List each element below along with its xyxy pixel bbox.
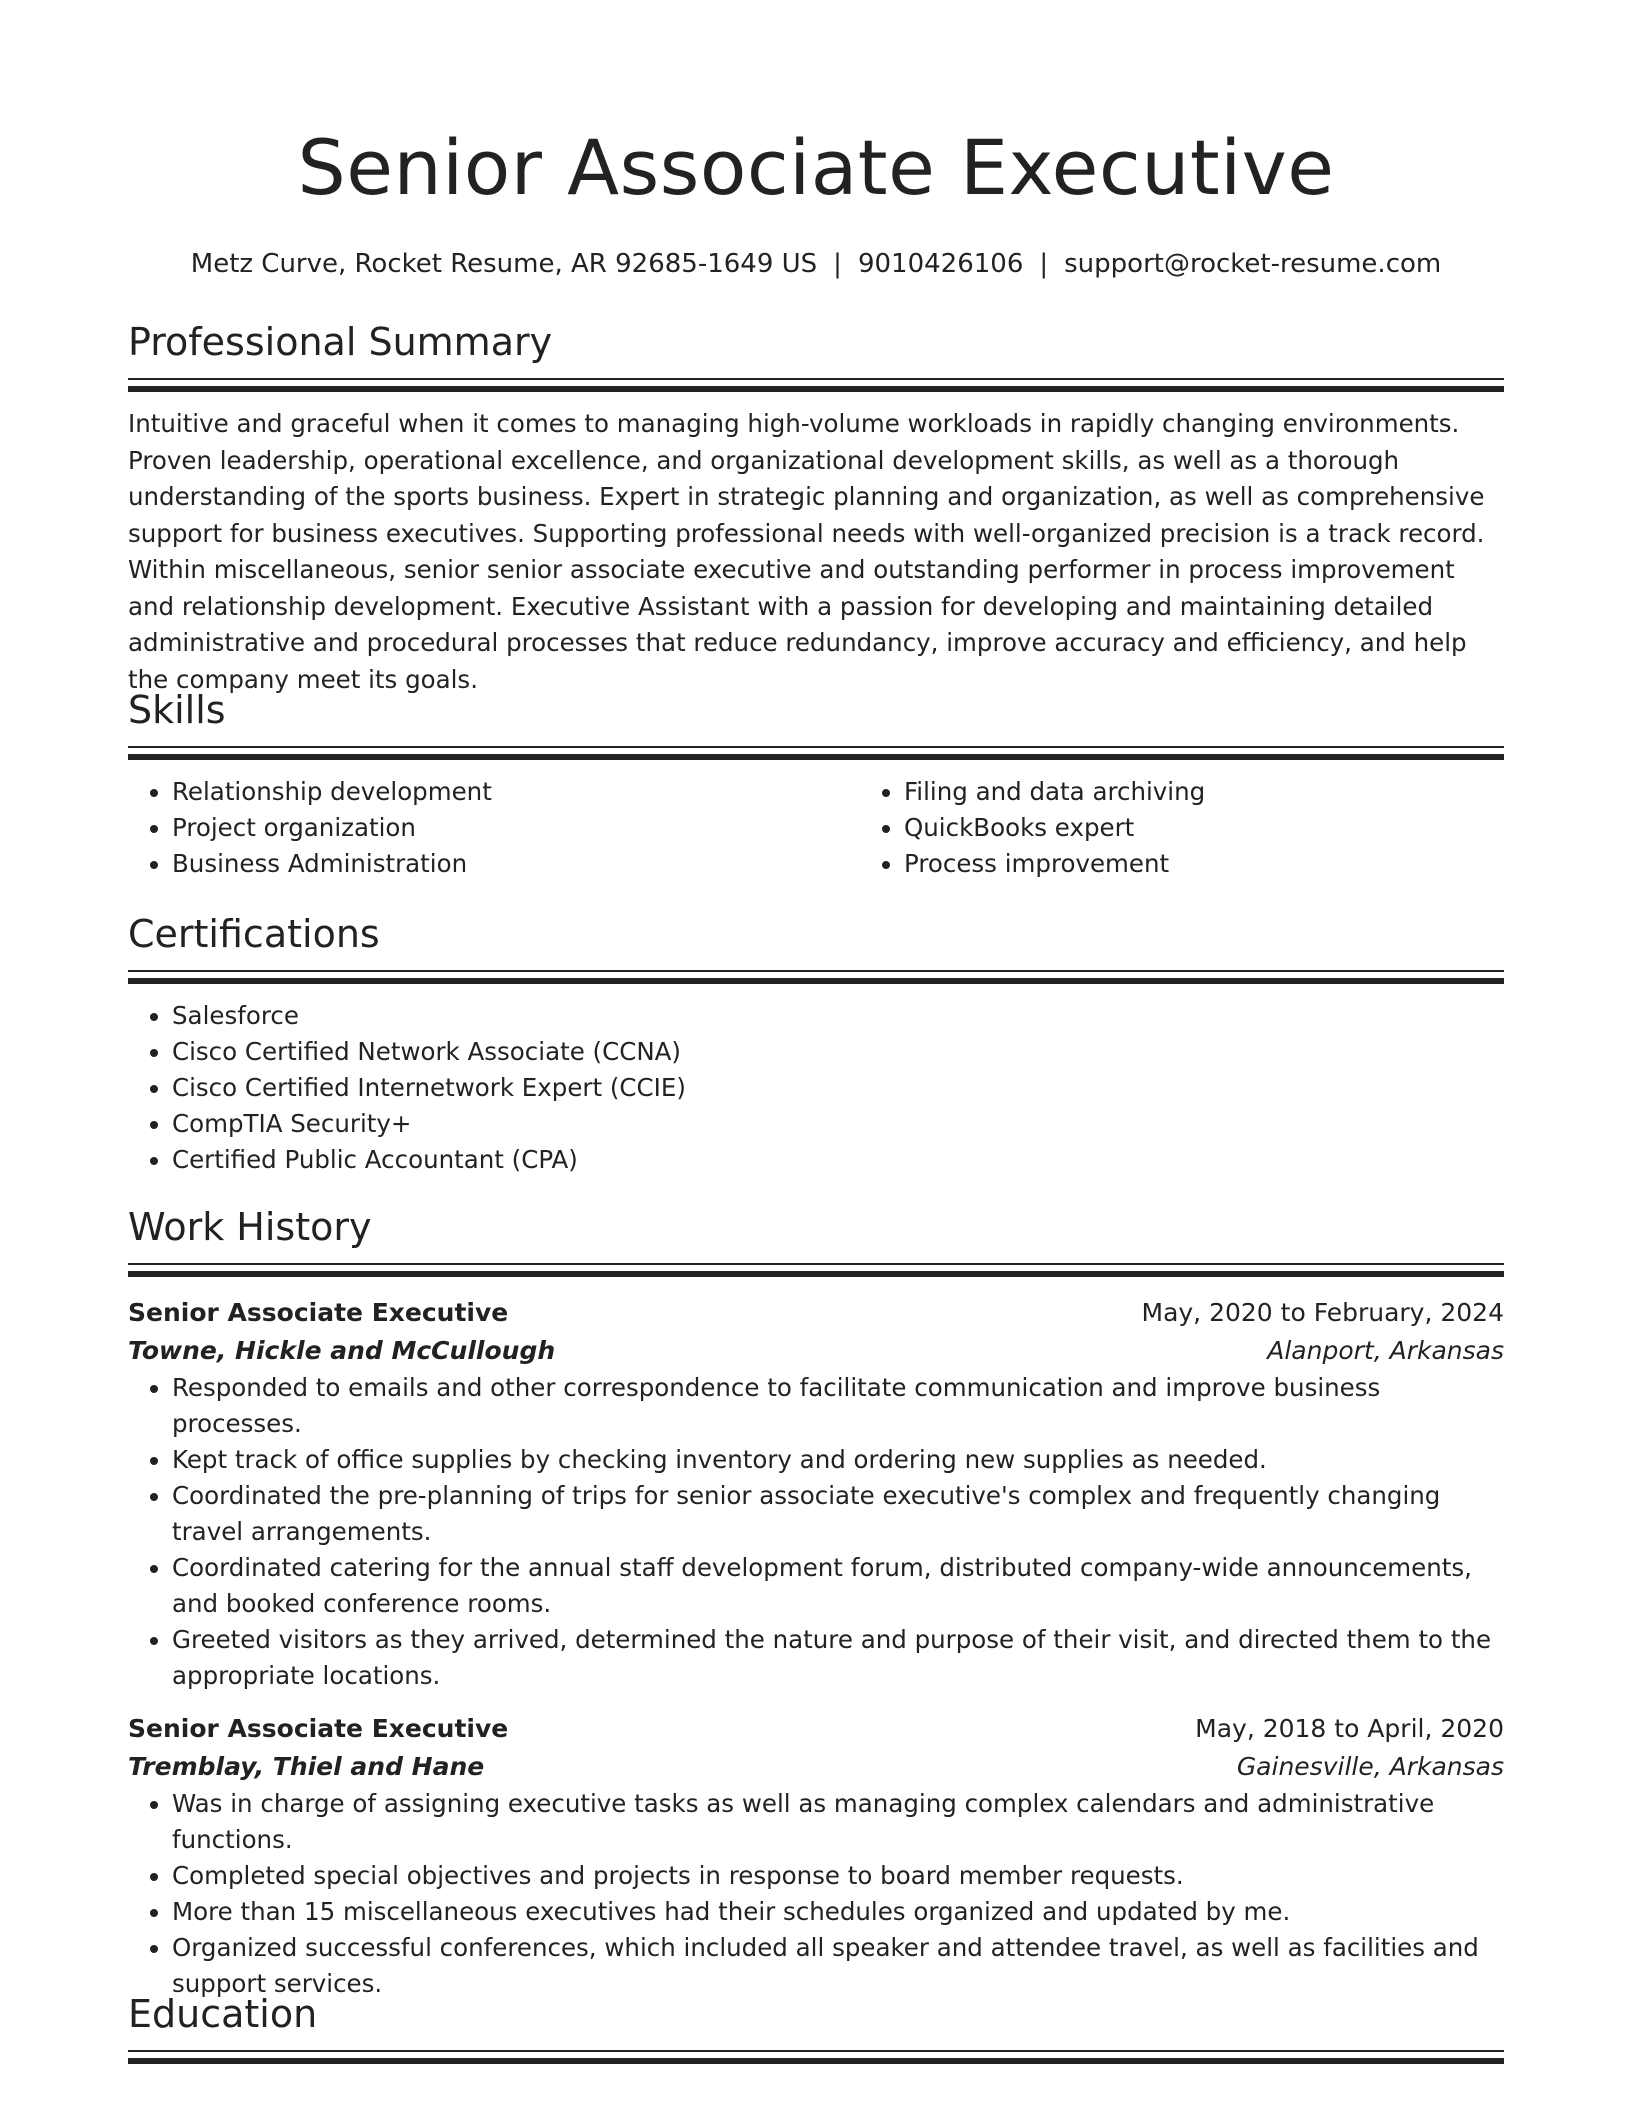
skill-item: • QuickBooks expert xyxy=(904,810,1592,846)
job-company-row xyxy=(128,1332,1504,1370)
resume-header xyxy=(0,0,1632,282)
section-divider xyxy=(128,378,1504,392)
job-company-row xyxy=(128,1748,1504,1786)
job-location: Gainesville, Arkansas xyxy=(1236,1752,1504,1781)
job-bullet: • More than 15 miscellaneous executives had their schedules organized and updated by me. xyxy=(172,1894,1504,1930)
job-header-row xyxy=(128,1294,1504,1332)
certification-item: • Cisco Certified Network Associate (CCNA) xyxy=(172,1034,1504,1070)
job-header-row xyxy=(128,1710,1504,1748)
skill-item: • Process improvement xyxy=(904,846,1592,882)
certification-item: • Cisco Certified Internetwork Expert (CCIE) xyxy=(172,1070,1504,1106)
job-bullet-list xyxy=(128,1370,1504,1694)
address: Metz Curve, Rocket Resume, AR 92685-1649 US xyxy=(190,249,818,279)
summary-text: Intuitive and graceful when it comes to managing high-volume workloads in rapidly changing environments. Proven leadership, operational excellence, and organizational development skills, as well as a thorough understanding of the sports business. Expert in strategic planning and organization, as well as comprehensive support for business executives. Supporting professional needs with well-organized precision is a track record. Within miscellaneous, senior senior associate executive and outstanding performer in process improvement and relationship development. Executive Assistant with a passion for developing and maintaining detailed administrative and procedural processes that reduce redundancy, improve accuracy and efficiency, and help the company meet its goals. xyxy=(128,409,1485,694)
section-title-education: Education xyxy=(128,1992,318,2036)
job-bullet: • Kept track of office supplies by checking inventory and ordering new supplies as needed. xyxy=(172,1442,1504,1478)
skill-item: • Relationship development xyxy=(172,774,860,810)
section-title-certifications: Certifications xyxy=(128,912,380,956)
job-bullet-list xyxy=(128,1786,1504,2002)
job-dates: May, 2018 to April, 2020 xyxy=(1195,1714,1504,1743)
section-divider xyxy=(128,746,1504,760)
certifications-section xyxy=(128,910,1504,1178)
certification-item: • CompTIA Security+ xyxy=(172,1106,1504,1142)
job-entry xyxy=(128,1294,1504,1694)
job-bullet: • Coordinated the pre-planning of trips for senior associate executive's complex and frequently changing travel arrangements. xyxy=(172,1478,1504,1550)
job-entry xyxy=(128,1710,1504,2002)
skill-item: • Project organization xyxy=(172,810,860,846)
candidate-name: Senior Associate Executive xyxy=(297,123,1335,212)
job-bullet: • Responded to emails and other correspondence to facilitate communication and improve business processes. xyxy=(172,1370,1504,1442)
email: support@rocket-resume.com xyxy=(1064,249,1442,279)
work-history-section xyxy=(128,1203,1504,1277)
skill-item: • Business Administration xyxy=(172,846,860,882)
skills-left-list xyxy=(128,774,860,882)
job-bullet: • Completed special objectives and projects in response to board member requests. xyxy=(172,1858,1504,1894)
section-divider xyxy=(128,1263,1504,1277)
certification-item: • Certified Public Accountant (CPA) xyxy=(172,1142,1504,1178)
job-location: Alanport, Arkansas xyxy=(1267,1336,1504,1365)
contact-line xyxy=(0,246,1632,282)
job-dates: May, 2020 to February, 2024 xyxy=(1141,1298,1504,1327)
section-divider xyxy=(128,2050,1504,2064)
job-title: Senior Associate Executive xyxy=(128,1298,509,1327)
job-title: Senior Associate Executive xyxy=(128,1714,509,1743)
skills-grid xyxy=(128,774,1504,882)
job-bullet: • Greeted visitors as they arrived, determined the nature and purpose of their visit, and directed them to the appropriate locations. xyxy=(172,1622,1504,1694)
job-bullet: • Organized successful conferences, which included all speaker and attendee travel, as well as facilities and support services. xyxy=(172,1930,1504,2002)
job-company: Tremblay, Thiel and Hane xyxy=(128,1752,485,1781)
phone: 9010426106 xyxy=(857,249,1024,279)
skills-right-list xyxy=(860,774,1592,882)
contact-separator: | xyxy=(1039,249,1049,279)
contact-separator: | xyxy=(833,249,842,279)
job-bullet: • Coordinated catering for the annual staff development forum, distributed company-wide announcements, and booked conference rooms. xyxy=(172,1550,1504,1622)
section-title-work-history: Work History xyxy=(128,1205,372,1249)
skill-item: • Filing and data archiving xyxy=(904,774,1592,810)
job-company: Towne, Hickle and McCullough xyxy=(128,1336,556,1365)
section-title-summary: Professional Summary xyxy=(128,320,553,364)
job-bullet: • Was in charge of assigning executive tasks as well as managing complex calendars and administrative functions. xyxy=(172,1786,1504,1858)
skills-section xyxy=(128,686,1504,882)
section-title-skills: Skills xyxy=(128,688,226,732)
education-section xyxy=(128,1990,1504,2064)
certifications-list xyxy=(128,998,1504,1178)
section-divider xyxy=(128,970,1504,984)
summary-section xyxy=(128,318,1504,698)
certification-item: • Salesforce xyxy=(172,998,1504,1034)
